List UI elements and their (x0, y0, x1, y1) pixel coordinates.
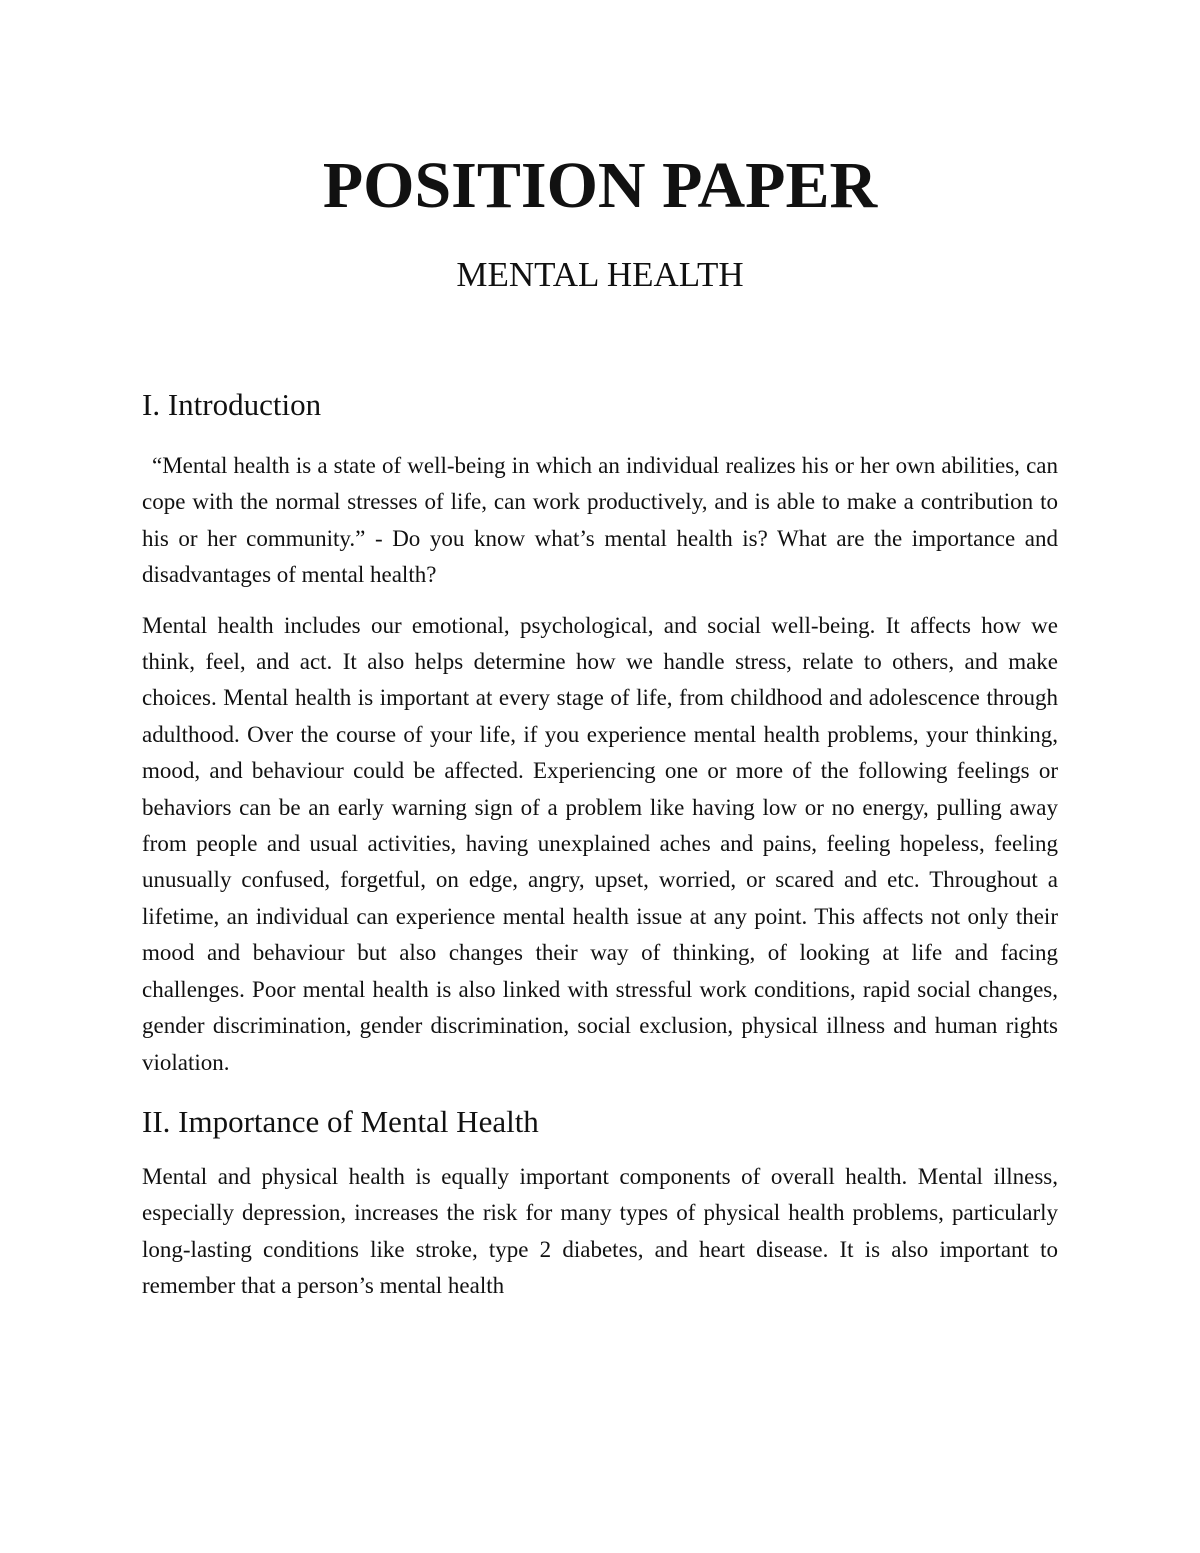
introduction-quote-paragraph: “Mental health is a state of well-being in which an individual realizes his or her own abilities, can cope with the normal stresses of life, can work productively, and is able to make a contribution to his or her community.” - Do you know what’s mental health is? What are the importance and disadvantages of mental health? (142, 453, 1058, 588)
document-body (142, 384, 1058, 1305)
section-heading-introduction: I. Introduction (142, 387, 322, 422)
section-heading-importance: II. Importance of Mental Health (142, 1103, 539, 1139)
introduction-paragraph: Mental health includes our emotional, psychological, and social well-being. It affects how we think, feel, and act. It also helps determine how we handle stress, relate to others, and make choices. Mental health is important at every stage of life, from childhood and adolescence through adulthood. Over the course of your life, if you experience mental health problems, your thinking, mood, and behaviour could be affected. Experiencing one or more of the following feelings or behaviors can be an early warning sign of a problem like having low or no energy, pulling away from people and usual activities, having unexplained aches and pains, feeling hopeless, feeling unusually confused, forgetful, on edge, angry, upset, worried, or scared and etc. Throughout a lifetime, an individual can experience mental health issue at any point. This affects not only their mood and behaviour but also changes their way of thinking, of looking at life and facing challenges. Poor mental health is also linked with stressful work conditions, rapid social changes, gender discrimination, gender discrimination, social exclusion, physical illness and human rights violation. (142, 612, 1058, 1075)
importance-paragraph: Mental and physical health is equally important components of overall health. Mental illness, especially depression, increases the risk for many types of physical health problems, particularly long-lasting conditions like stroke, type 2 diabetes, and heart disease. It is also important to remember that a person’s mental health (142, 1163, 1058, 1299)
document-subtitle: MENTAL HEALTH (456, 255, 744, 294)
document-title: POSITION PAPER (322, 149, 878, 222)
